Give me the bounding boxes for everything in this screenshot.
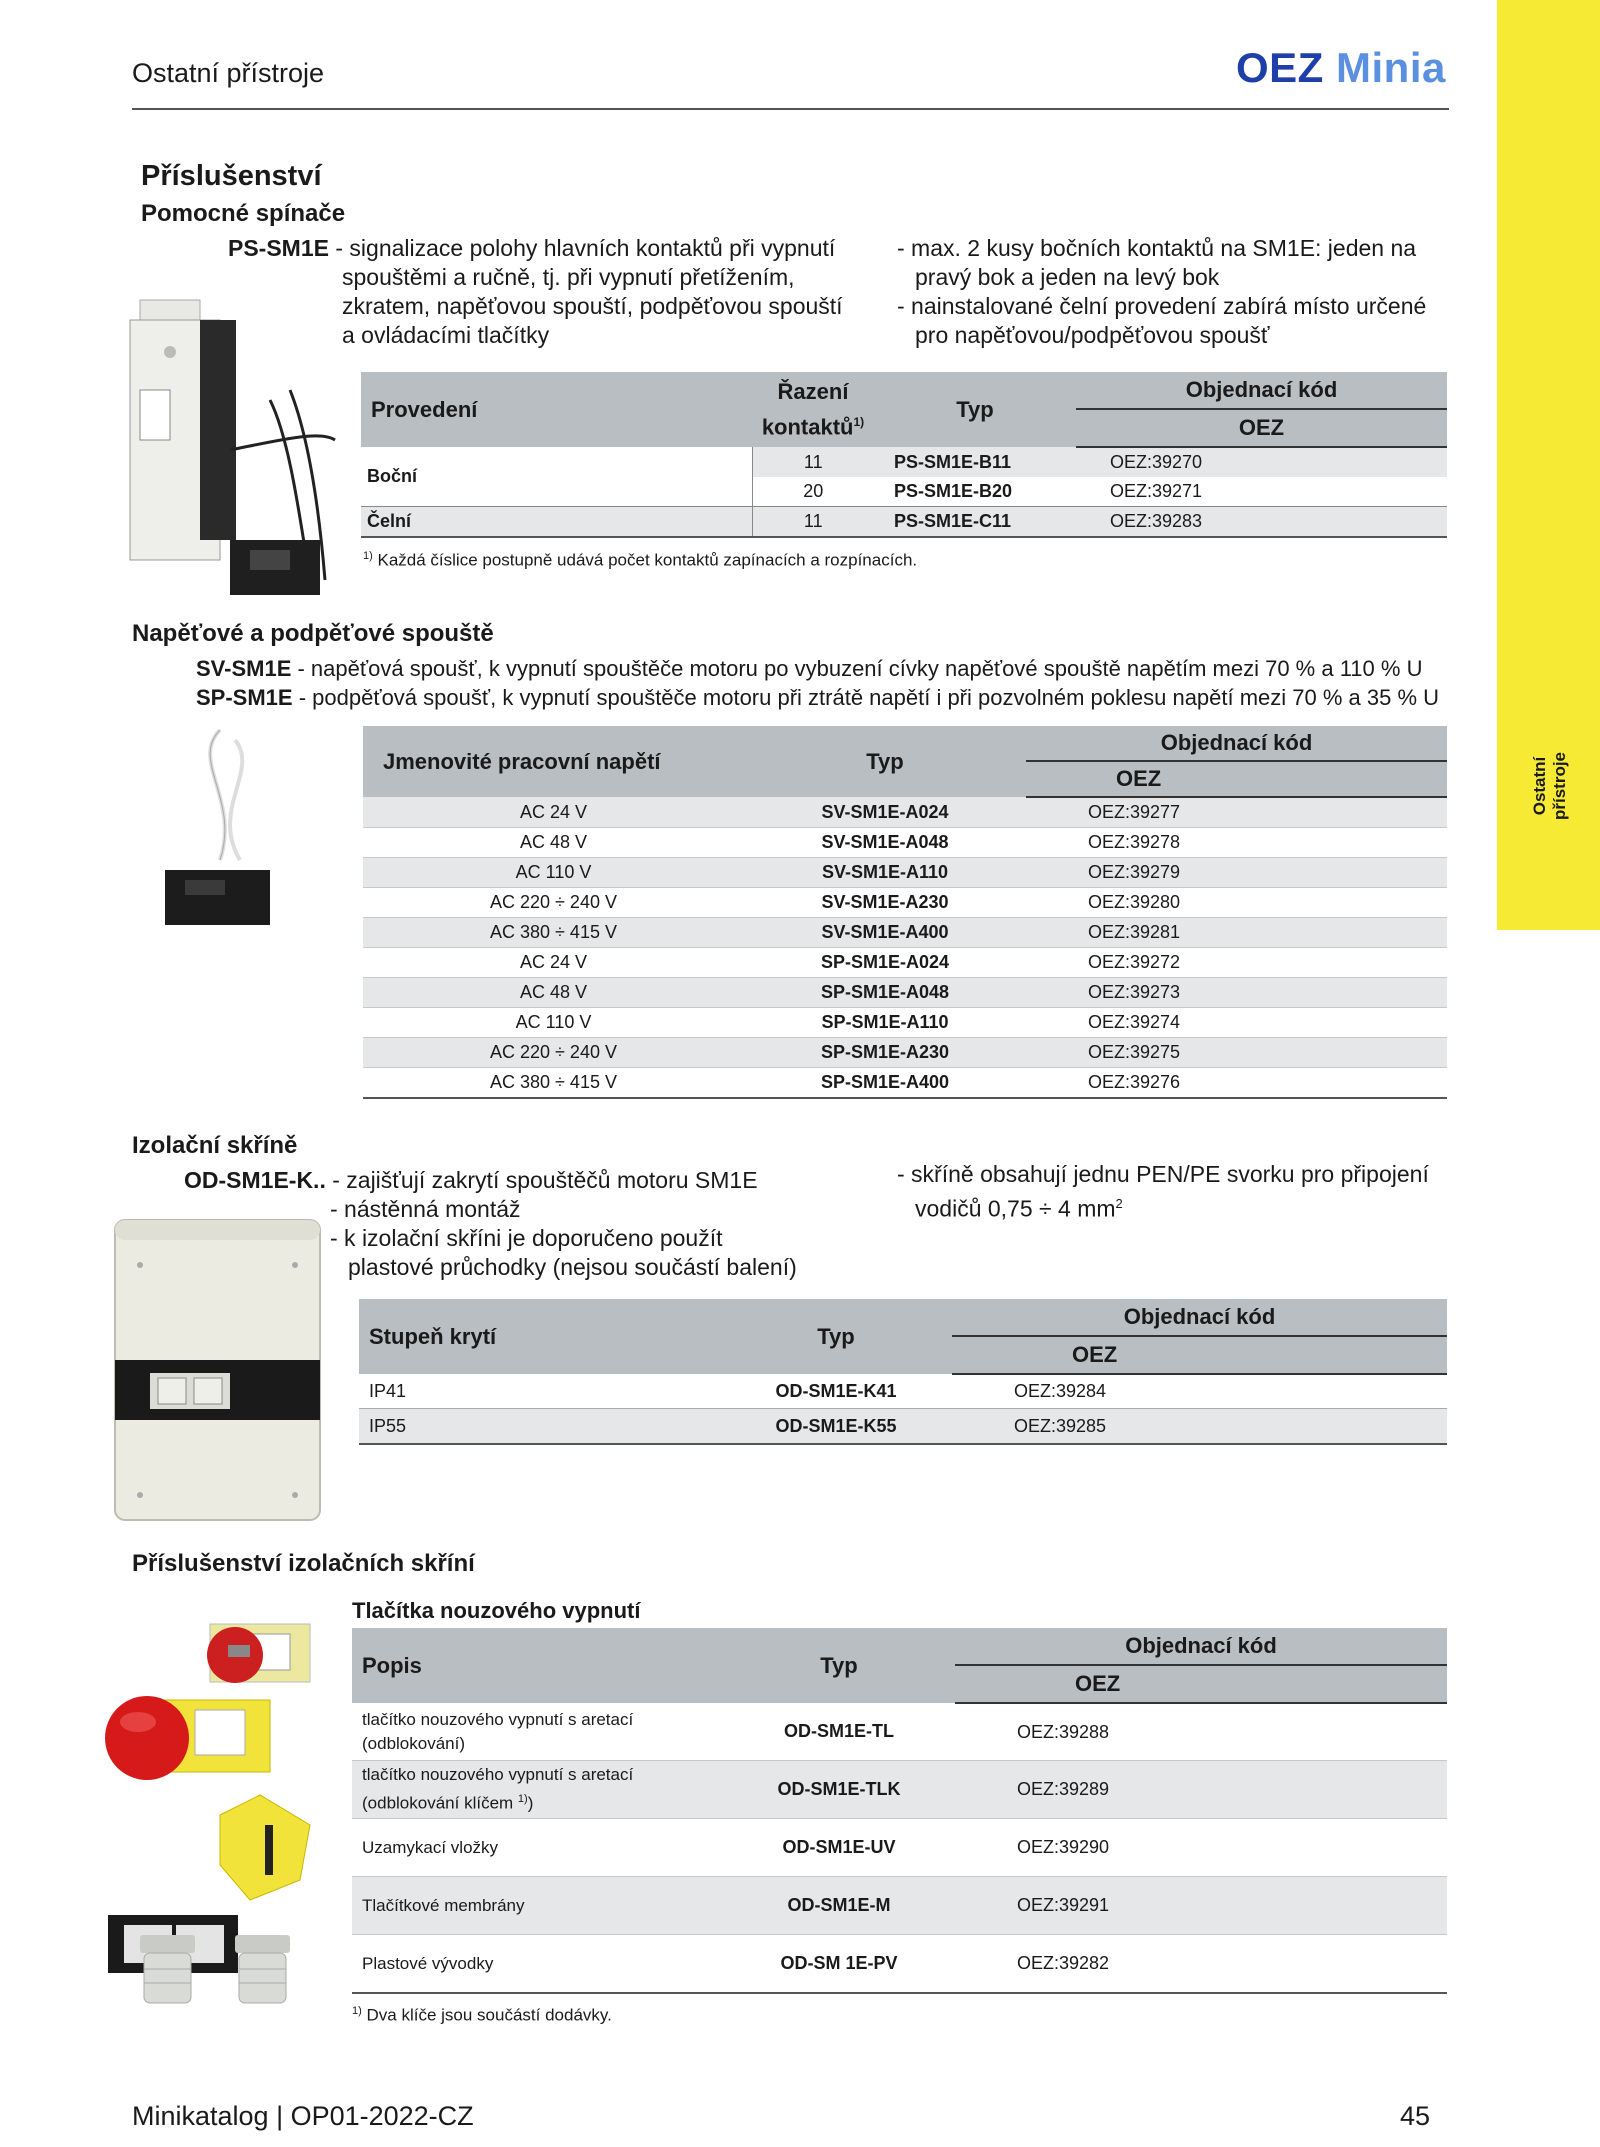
cell-typ: SV-SM1E-A024 bbox=[744, 797, 1026, 828]
footnote-table4 bbox=[352, 2005, 612, 2026]
cell-kod: OEZ:39275 bbox=[1026, 1038, 1447, 1068]
cell-typ: SV-SM1E-A048 bbox=[744, 828, 1026, 858]
cell-kod: OEZ:39291 bbox=[955, 1877, 1447, 1935]
footnote-marker: 1) bbox=[363, 550, 373, 562]
oez-minia-logo bbox=[1236, 44, 1446, 92]
cell-typ: OD-SM1E-TL bbox=[723, 1703, 955, 1761]
cell-razeni: 11 bbox=[752, 447, 874, 477]
note-line: - max. 2 kusy bočních kontaktů na SM1E: jeden na bbox=[897, 235, 1417, 261]
cell-typ: OD-SM 1E-PV bbox=[723, 1935, 955, 1994]
col-header-napeti: Jmenovité pracovní napětí bbox=[363, 726, 744, 797]
table-row bbox=[361, 447, 1447, 477]
cell-typ: OD-SM1E-UV bbox=[723, 1819, 955, 1877]
vyvodky-product-image bbox=[130, 1925, 310, 2015]
desc-line: plastové průchodky (nejsou součástí balení) bbox=[348, 1254, 797, 1280]
cell-razeni: 11 bbox=[752, 507, 874, 538]
cell-kod: OEZ:39272 bbox=[1026, 948, 1447, 978]
popis-line: Uzamykací vložky bbox=[362, 1837, 499, 1857]
popis-line: Plastové vývodky bbox=[362, 1953, 494, 1973]
desc-line: - k izolační skříni je doporučeno použít bbox=[330, 1225, 723, 1251]
footer-catalog-label: Minikatalog | OP01-2022-CZ bbox=[132, 2101, 474, 2131]
table-pomocne-spinace bbox=[361, 372, 1447, 538]
note-line: pravý bok a jeden na levý bok bbox=[915, 264, 1220, 290]
table-izolacni-skrine bbox=[359, 1299, 1447, 1445]
cell-typ: PS-SM1E-C11 bbox=[874, 507, 1076, 538]
col-header-oez: OEZ bbox=[1076, 409, 1447, 447]
cell-kod: OEZ:39285 bbox=[952, 1409, 1447, 1445]
izolacni-skrin-product-image bbox=[110, 1215, 330, 1525]
cell-typ: SP-SM1E-A230 bbox=[744, 1038, 1026, 1068]
cell-napeti: AC 48 V bbox=[363, 828, 744, 858]
spouste-description bbox=[196, 654, 1496, 712]
col-header-razeni-text: Řazení kontaktů bbox=[761, 378, 854, 440]
cell-napeti: AC 220 ÷ 240 V bbox=[363, 888, 744, 918]
section-title-prislusenstvi-skrini: Příslušenství izolačních skříní bbox=[132, 1550, 475, 1577]
cell-provedeni: Čelní bbox=[361, 507, 752, 538]
table-row bbox=[359, 1409, 1447, 1445]
cell-typ: SV-SM1E-A230 bbox=[744, 888, 1026, 918]
cell-typ: SP-SM1E-A110 bbox=[744, 1008, 1026, 1038]
page-section-title: Ostatní přístroje bbox=[132, 58, 325, 88]
col-header-stupen: Stupeň krytí bbox=[359, 1299, 720, 1374]
col-header-oez: OEZ bbox=[1026, 761, 1447, 797]
desc-line: spouštěmi a ručně, tj. při vypnutí přetížením, bbox=[342, 264, 795, 290]
note-line: vodičů 0,75 ÷ 4 mm bbox=[915, 1195, 1116, 1222]
table-row bbox=[363, 1068, 1447, 1099]
table-spouste bbox=[363, 726, 1447, 1099]
section-subtitle-tlacitka: Tlačítka nouzového vypnutí bbox=[352, 1598, 641, 1623]
ps-sm1e-product-image bbox=[120, 280, 360, 600]
table-row bbox=[363, 1008, 1447, 1038]
cell-kod: OEZ:39273 bbox=[1026, 978, 1447, 1008]
table-row bbox=[363, 978, 1447, 1008]
cell-kod: OEZ:39288 bbox=[955, 1703, 1447, 1761]
table-row bbox=[363, 888, 1447, 918]
cell-razeni: 20 bbox=[752, 477, 874, 507]
popis-text: (odblokování klíčem bbox=[362, 1793, 518, 1813]
cell-napeti: AC 380 ÷ 415 V bbox=[363, 918, 744, 948]
col-header-objednaci: Objednací kód bbox=[1026, 726, 1447, 761]
desc-line: zkratem, napěťovou spouští, podpěťovou spouští bbox=[342, 293, 843, 319]
sp-sm1e-code: SP-SM1E bbox=[196, 685, 293, 710]
logo-minia: Minia bbox=[1336, 44, 1446, 91]
cell-kod: OEZ:39290 bbox=[955, 1819, 1447, 1877]
spoust-product-image bbox=[150, 720, 290, 940]
cell-typ: OD-SM1E-K41 bbox=[720, 1374, 952, 1409]
side-tab-label bbox=[1530, 726, 1570, 846]
cell-kod: OEZ:39277 bbox=[1026, 797, 1447, 828]
desc-line: a ovládacími tlačítky bbox=[342, 322, 550, 348]
cell-kod: OEZ:39282 bbox=[955, 1935, 1447, 1994]
col-header-razeni bbox=[752, 372, 874, 447]
popis-line bbox=[362, 1732, 717, 1756]
footnote-table1 bbox=[363, 550, 917, 571]
table-row bbox=[359, 1374, 1447, 1409]
table-prislusenstvi-skrini bbox=[352, 1628, 1447, 1994]
table-row bbox=[363, 828, 1447, 858]
popis-line: tlačítko nouzového vypnutí s aretací bbox=[362, 1709, 634, 1729]
popis-text: (odblokování) bbox=[362, 1733, 466, 1753]
cell-popis bbox=[352, 1819, 723, 1877]
cell-kod: OEZ:39278 bbox=[1026, 828, 1447, 858]
cell-kod: OEZ:39280 bbox=[1026, 888, 1447, 918]
cell-typ: PS-SM1E-B11 bbox=[874, 447, 1076, 477]
desc-line: - zajišťují zakrytí spouštěčů motoru SM1E bbox=[332, 1167, 758, 1193]
footnote-text: Každá číslice postupně udává počet kontaktů zapínacích a rozpínacích. bbox=[372, 550, 918, 570]
cell-kod: OEZ:39276 bbox=[1026, 1068, 1447, 1099]
cell-typ: SP-SM1E-A048 bbox=[744, 978, 1026, 1008]
cell-typ: OD-SM1E-K55 bbox=[720, 1409, 952, 1445]
cell-kod: OEZ:39271 bbox=[1076, 477, 1447, 507]
footnote-marker: 1) bbox=[352, 2005, 362, 2017]
cell-typ: OD-SM1E-TLK bbox=[723, 1761, 955, 1819]
desc-line: - nástěnná montáž bbox=[330, 1196, 521, 1222]
cell-kod: OEZ:39283 bbox=[1076, 507, 1447, 538]
cell-typ: PS-SM1E-B20 bbox=[874, 477, 1076, 507]
col-header-typ: Typ bbox=[720, 1299, 952, 1374]
table-row bbox=[363, 1038, 1447, 1068]
cell-kod: OEZ:39279 bbox=[1026, 858, 1447, 888]
note-line: pro napěťovou/podpěťovou spoušť bbox=[915, 322, 1270, 348]
cell-typ: OD-SM1E-M bbox=[723, 1877, 955, 1935]
header-divider bbox=[132, 108, 1449, 110]
table-row bbox=[352, 1935, 1447, 1994]
logo-oez: OEZ bbox=[1236, 44, 1324, 91]
cell-napeti: AC 48 V bbox=[363, 978, 744, 1008]
table-row bbox=[352, 1761, 1447, 1819]
table-row bbox=[363, 948, 1447, 978]
page-number: 45 bbox=[1400, 2101, 1431, 2131]
cell-popis bbox=[352, 1935, 723, 1994]
desc-line: - podpěťová spoušť, k vypnutí spouštěče motoru při ztrátě napětí i při pozvolném poklesu napětí mezi 70 % a 35 % U bbox=[292, 685, 1440, 710]
cell-popis bbox=[352, 1877, 723, 1935]
col-header-typ: Typ bbox=[744, 726, 1026, 797]
cell-stupen: IP55 bbox=[359, 1409, 720, 1445]
cell-napeti: AC 220 ÷ 240 V bbox=[363, 1038, 744, 1068]
superscript: 2 bbox=[1115, 1196, 1123, 1211]
cell-typ: SP-SM1E-A024 bbox=[744, 948, 1026, 978]
cell-popis bbox=[352, 1761, 723, 1819]
cell-kod: OEZ:39289 bbox=[955, 1761, 1447, 1819]
col-header-provedeni: Provedení bbox=[361, 372, 752, 447]
footnote-marker: 1) bbox=[517, 1793, 528, 1806]
col-header-popis: Popis bbox=[352, 1628, 723, 1703]
cell-kod: OEZ:39270 bbox=[1076, 447, 1447, 477]
section-title-spouste: Napěťové a podpěťové spouště bbox=[132, 620, 494, 647]
table-row bbox=[352, 1819, 1447, 1877]
od-sm1e-code: OD-SM1E-K.. bbox=[184, 1167, 326, 1193]
popis-text: ) bbox=[527, 1793, 534, 1813]
cell-provedeni: Boční bbox=[361, 447, 752, 507]
ps-sm1e-notes bbox=[897, 234, 1457, 350]
side-tab-line2: přístroje bbox=[1550, 751, 1569, 821]
cell-napeti: AC 24 V bbox=[363, 797, 744, 828]
ps-sm1e-code: PS-SM1E bbox=[228, 235, 329, 261]
cell-napeti: AC 110 V bbox=[363, 1008, 744, 1038]
popis-line: tlačítko nouzového vypnutí s aretací bbox=[362, 1765, 634, 1785]
table-row bbox=[352, 1703, 1447, 1761]
table-row bbox=[363, 858, 1447, 888]
note-line: - skříně obsahují jednu PEN/PE svorku pro připojení bbox=[897, 1161, 1429, 1187]
col-header-oez: OEZ bbox=[952, 1336, 1447, 1374]
desc-line: - signalizace polohy hlavních kontaktů při vypnutí bbox=[328, 235, 836, 261]
cell-kod: OEZ:39281 bbox=[1026, 918, 1447, 948]
col-header-objednaci: Objednací kód bbox=[1076, 372, 1447, 409]
col-header-objednaci: Objednací kód bbox=[955, 1628, 1447, 1665]
side-tab-line1: Ostatní bbox=[1530, 756, 1549, 816]
table-row bbox=[361, 507, 1447, 538]
note-line: - nainstalované čelní provedení zabírá místo určené bbox=[897, 293, 1427, 319]
cell-napeti: AC 24 V bbox=[363, 948, 744, 978]
table-row bbox=[363, 797, 1447, 828]
col-header-typ: Typ bbox=[874, 372, 1076, 447]
cell-napeti: AC 380 ÷ 415 V bbox=[363, 1068, 744, 1099]
popis-line bbox=[362, 1787, 717, 1816]
section-title-izolacni-skrine: Izolační skříně bbox=[132, 1132, 298, 1159]
popis-line: Tlačítkové membrány bbox=[362, 1895, 525, 1915]
cell-stupen: IP41 bbox=[359, 1374, 720, 1409]
table-row bbox=[363, 918, 1447, 948]
col-header-typ: Typ bbox=[723, 1628, 955, 1703]
section-subtitle-pomocne-spinace: Pomocné spínače bbox=[141, 200, 346, 227]
desc-line: - napěťová spoušť, k vypnutí spouštěče motoru po vybuzení cívky napěťové spouště napětím mezi 70 % a 110 % U bbox=[291, 656, 1423, 681]
cell-kod: OEZ:39274 bbox=[1026, 1008, 1447, 1038]
col-header-objednaci: Objednací kód bbox=[952, 1299, 1447, 1336]
footnote-text: Dva klíče jsou součástí dodávky. bbox=[361, 2005, 612, 2025]
cell-typ: SV-SM1E-A400 bbox=[744, 918, 1026, 948]
col-header-oez: OEZ bbox=[955, 1665, 1447, 1703]
cell-typ: SV-SM1E-A110 bbox=[744, 858, 1026, 888]
od-sm1e-notes bbox=[897, 1160, 1457, 1224]
section-title-prislusenstvi: Příslušenství bbox=[141, 160, 322, 192]
footnote-marker: 1) bbox=[853, 414, 865, 429]
cell-kod: OEZ:39284 bbox=[952, 1374, 1447, 1409]
table-row bbox=[352, 1877, 1447, 1935]
cell-napeti: AC 110 V bbox=[363, 858, 744, 888]
sv-sm1e-code: SV-SM1E bbox=[196, 656, 292, 681]
cell-popis bbox=[352, 1703, 723, 1761]
cell-typ: SP-SM1E-A400 bbox=[744, 1068, 1026, 1099]
